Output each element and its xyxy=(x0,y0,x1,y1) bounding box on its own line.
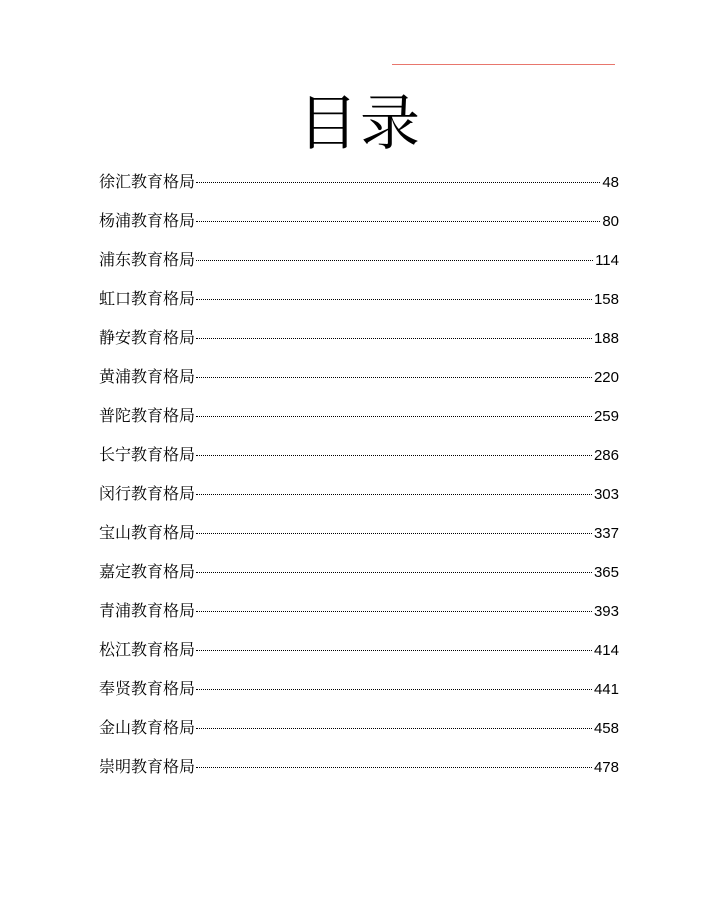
header-rule xyxy=(392,64,615,65)
toc-entry-qingpu[interactable] xyxy=(99,600,619,639)
toc-dot-leader xyxy=(196,416,592,417)
toc-entry-pudong[interactable] xyxy=(99,249,619,288)
toc-entry-minhang[interactable] xyxy=(99,483,619,522)
toc-page-number: 441 xyxy=(593,681,619,698)
toc-page-number: 303 xyxy=(593,486,619,503)
toc-dot-leader xyxy=(196,533,592,534)
toc-page-number: 414 xyxy=(593,642,619,659)
page-title: 目录 xyxy=(298,89,422,159)
toc-page-number: 188 xyxy=(593,330,619,347)
toc-page-number: 114 xyxy=(595,252,619,269)
toc-page-number: 286 xyxy=(593,447,619,464)
toc-entry-label: 虹口教育格局 xyxy=(99,289,196,308)
toc-entry-huangpu[interactable] xyxy=(99,366,619,405)
toc-entry-jiading[interactable] xyxy=(99,561,619,600)
toc-entry-fengxian[interactable] xyxy=(99,678,619,717)
toc-page-number: 259 xyxy=(593,408,619,425)
toc-entry-label: 普陀教育格局 xyxy=(99,406,196,425)
toc-page-number: 337 xyxy=(593,525,619,542)
toc-entry-hongkou[interactable] xyxy=(99,288,619,327)
toc-entry-label: 嘉定教育格局 xyxy=(99,562,196,581)
toc-entry-jinshan[interactable] xyxy=(99,717,619,756)
toc-dot-leader xyxy=(196,338,592,339)
toc-entry-label: 崇明教育格局 xyxy=(99,757,196,776)
toc-dot-leader xyxy=(196,182,600,183)
toc-entry-baoshan[interactable] xyxy=(99,522,619,561)
toc-entry-putuo[interactable] xyxy=(99,405,619,444)
toc-entry-label: 长宁教育格局 xyxy=(99,445,196,464)
table-of-contents xyxy=(99,171,619,795)
toc-dot-leader xyxy=(196,767,592,768)
toc-dot-leader xyxy=(196,299,592,300)
toc-entry-label: 杨浦教育格局 xyxy=(99,211,196,230)
toc-dot-leader xyxy=(196,611,592,612)
toc-entry-label: 闵行教育格局 xyxy=(99,484,196,503)
toc-entry-yangpu[interactable] xyxy=(99,210,619,249)
toc-page-number: 478 xyxy=(593,759,619,776)
toc-entry-songjiang[interactable] xyxy=(99,639,619,678)
toc-entry-label: 徐汇教育格局 xyxy=(99,172,196,191)
toc-page-number: 80 xyxy=(602,213,619,230)
toc-dot-leader xyxy=(196,260,593,261)
toc-entry-label: 松江教育格局 xyxy=(99,640,196,659)
toc-entry-label: 青浦教育格局 xyxy=(99,601,196,620)
toc-entry-label: 宝山教育格局 xyxy=(99,523,196,542)
toc-entry-label: 静安教育格局 xyxy=(99,328,196,347)
toc-page-number: 48 xyxy=(602,174,619,191)
toc-dot-leader xyxy=(196,221,600,222)
toc-dot-leader xyxy=(196,572,592,573)
toc-entry-changning[interactable] xyxy=(99,444,619,483)
toc-entry-xuhui[interactable] xyxy=(99,171,619,210)
toc-page-number: 393 xyxy=(593,603,619,620)
toc-page-number: 365 xyxy=(593,564,619,581)
toc-entry-label: 黄浦教育格局 xyxy=(99,367,196,386)
toc-dot-leader xyxy=(196,377,592,378)
toc-page-number: 220 xyxy=(593,369,619,386)
toc-entry-label: 金山教育格局 xyxy=(99,718,196,737)
toc-page-number: 158 xyxy=(593,291,619,308)
toc-dot-leader xyxy=(196,689,592,690)
toc-entry-chongming[interactable] xyxy=(99,756,619,795)
toc-dot-leader xyxy=(196,494,592,495)
toc-entry-label: 浦东教育格局 xyxy=(99,250,196,269)
toc-dot-leader xyxy=(196,650,592,651)
toc-entry-jingan[interactable] xyxy=(99,327,619,366)
toc-dot-leader xyxy=(196,728,592,729)
toc-entry-label: 奉贤教育格局 xyxy=(99,679,196,698)
toc-dot-leader xyxy=(196,455,592,456)
toc-page-number: 458 xyxy=(593,720,619,737)
